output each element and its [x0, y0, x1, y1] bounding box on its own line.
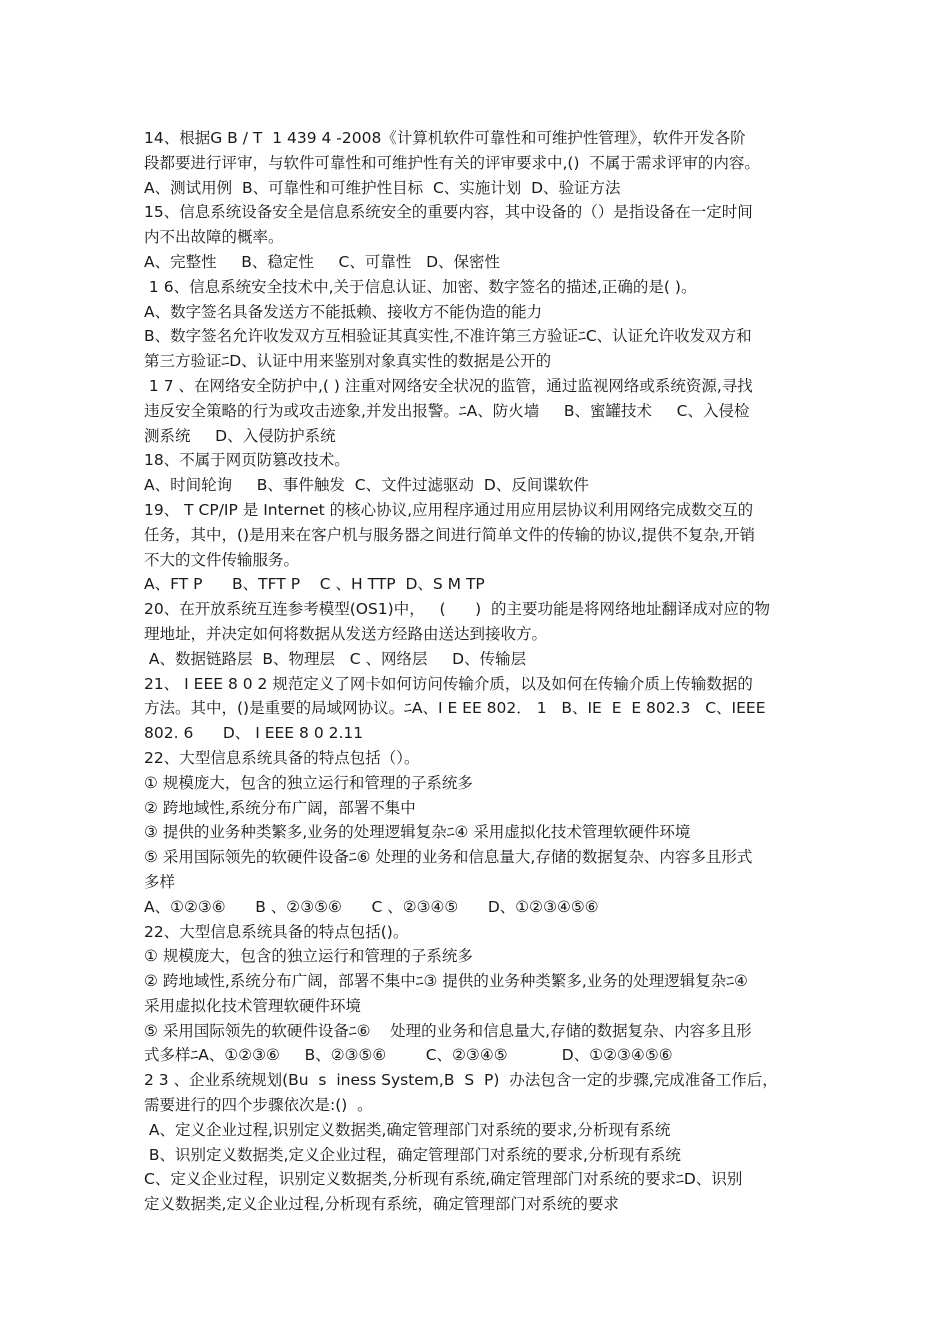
text-line: 21、 I EEE 8 0 2 规范定义了网卡如何访问传输介质，以及如何在传输介质上传输数据的 [144, 674, 753, 693]
text-line: A、定义企业过程,识别定义数据类,确定管理部门对系统的要求,分析现有系统 [144, 1120, 671, 1139]
text-line: A、①②③⑥ B 、②③⑤⑥ C 、②③④⑤ D、①②③④⑤⑥ [144, 897, 599, 916]
text-line: 段都要进行评审，与软件可靠性和可维护性有关的评审要求中,() 不属于需求评审的内容。 [144, 153, 760, 172]
text-line: ① 规模庞大，包含的独立运行和管理的子系统多 [144, 773, 473, 792]
text-line: ③ 提供的业务种类繁多,业务的处理逻辑复杂ﾆ④ 采用虚拟化技术管理软硬件环境 [144, 823, 691, 842]
text-line: 22、大型信息系统具备的特点包括（）。 [144, 748, 420, 767]
text-line: 22、大型信息系统具备的特点包括()。 [144, 922, 409, 941]
text-line: 定义数据类,定义企业过程,分析现有系统，确定管理部门对系统的要求 [144, 1195, 619, 1214]
text-line: ② 跨地域性,系统分布广阔，部署不集中ﾆ③ 提供的业务种类繁多,业务的处理逻辑复杂ﾆ④ [144, 972, 748, 991]
text-line: A、完整性 B、稳定性 C、可靠性 D、保密性 [144, 252, 501, 271]
text-line: A、数字签名具备发送方不能抵赖、接收方不能伪造的能力 [144, 302, 543, 321]
text-line: 多样 [144, 872, 176, 891]
text-line: A、测试用例 B、可靠性和可维护性目标 C、实施计划 D、验证方法 [144, 178, 621, 197]
text-line: 20、在开放系统互连参考模型(OS1)中， ( ) 的主要功能是将网络地址翻译成对应的物 [144, 600, 771, 619]
text-line: 测系统 D、入侵防护系统 [144, 426, 336, 445]
text-line: 不大的文件传输服务。 [144, 550, 300, 569]
text-line: 802. 6 D、 I EEE 8 0 2.11 [144, 724, 364, 743]
text-line: ① 规模庞大，包含的独立运行和管理的子系统多 [144, 947, 473, 966]
text-line: 违反安全策略的行为或攻击迹象,并发出报警。ﾆA、防火墙 B、蜜罐技术 C、入侵检 [144, 401, 750, 420]
document-body [144, 126, 808, 1217]
text-line: 任务，其中，()是用来在客户机与服务器之间进行简单文件的传输的协议,提供不复杂,开销 [144, 525, 755, 544]
text-line: A、FT P B、TFT P C 、H TTP D、S M TP [144, 575, 485, 594]
text-line: 2 3 、企业系统规划(Bu s iness System,B S P) 办法包含一定的步骤,完成准备工作后， [144, 1071, 778, 1090]
text-line: 方法。其中，()是重要的局域网协议。ﾆA、I E EE 802． 1 B、IE E E 802.3 C、IEEE [144, 699, 766, 718]
text-line: ② 跨地域性,系统分布广阔，部署不集中 [144, 798, 416, 817]
text-line: 1 6、信息系统安全技术中,关于信息认证、加密、数字签名的描述,正确的是( )。 [144, 277, 697, 296]
text-line: 第三方验证ﾆD、认证中用来鉴别对象真实性的数据是公开的 [144, 352, 552, 371]
text-line: B、数字签名允许收发双方互相验证其真实性,不准许第三方验证ﾆC、认证允许收发双方和 [144, 327, 752, 346]
text-line: ⑤ 采用国际领先的软硬件设备ﾆ⑥ 处理的业务和信息量大,存储的数据复杂、内容多且形式 [144, 848, 753, 867]
text-line: A、时间轮询 B、事件触发 C、文件过滤驱动 D、反间谍软件 [144, 476, 589, 495]
text-line: C、定义企业过程，识别定义数据类,分析现有系统,确定管理部门对系统的要求ﾆD、识别 [144, 1170, 743, 1189]
text-line: 18、不属于网页防篡改技术。 [144, 451, 350, 470]
text-line: 15、信息系统设备安全是信息系统安全的重要内容，其中设备的（）是指设备在一定时间 [144, 203, 753, 222]
text-line: 14、根据G B / T 1 439 4 -2008《计算机软件可靠性和可维护性管理》，软件开发各阶 [144, 129, 746, 147]
text-line: 理地址，并决定如何将数据从发送方经路由送达到接收方。 [144, 624, 548, 643]
text-line: A、数据链路层 B、物理层 C 、网络层 D、传输层 [144, 649, 527, 668]
text-line: 需要进行的四个步骤依次是:() 。 [144, 1096, 373, 1115]
text-line: 内不出故障的概率。 [144, 228, 284, 247]
text-line: 采用虚拟化技术管理软硬件环境 [144, 996, 362, 1015]
text-line: ⑤ 采用国际领先的软硬件设备ﾆ⑥ 处理的业务和信息量大,存储的数据复杂、内容多且形 [144, 1021, 752, 1040]
text-line: 1 7 、在网络安全防护中,( ) 注重对网络安全状况的监管，通过监视网络或系统资源,寻找 [144, 376, 753, 395]
text-line: B、识别定义数据类,定义企业过程，确定管理部门对系统的要求,分析现有系统 [144, 1145, 681, 1164]
text-line: 式多样ﾆA、①②③⑥ B、②③⑤⑥ C、②③④⑤ D、①②③④⑤⑥ [144, 1046, 673, 1065]
text-line: 19、 T CP/IP 是 Internet 的核心协议,应用程序通过用应用层协议利用网络完成数交互的 [144, 500, 754, 519]
